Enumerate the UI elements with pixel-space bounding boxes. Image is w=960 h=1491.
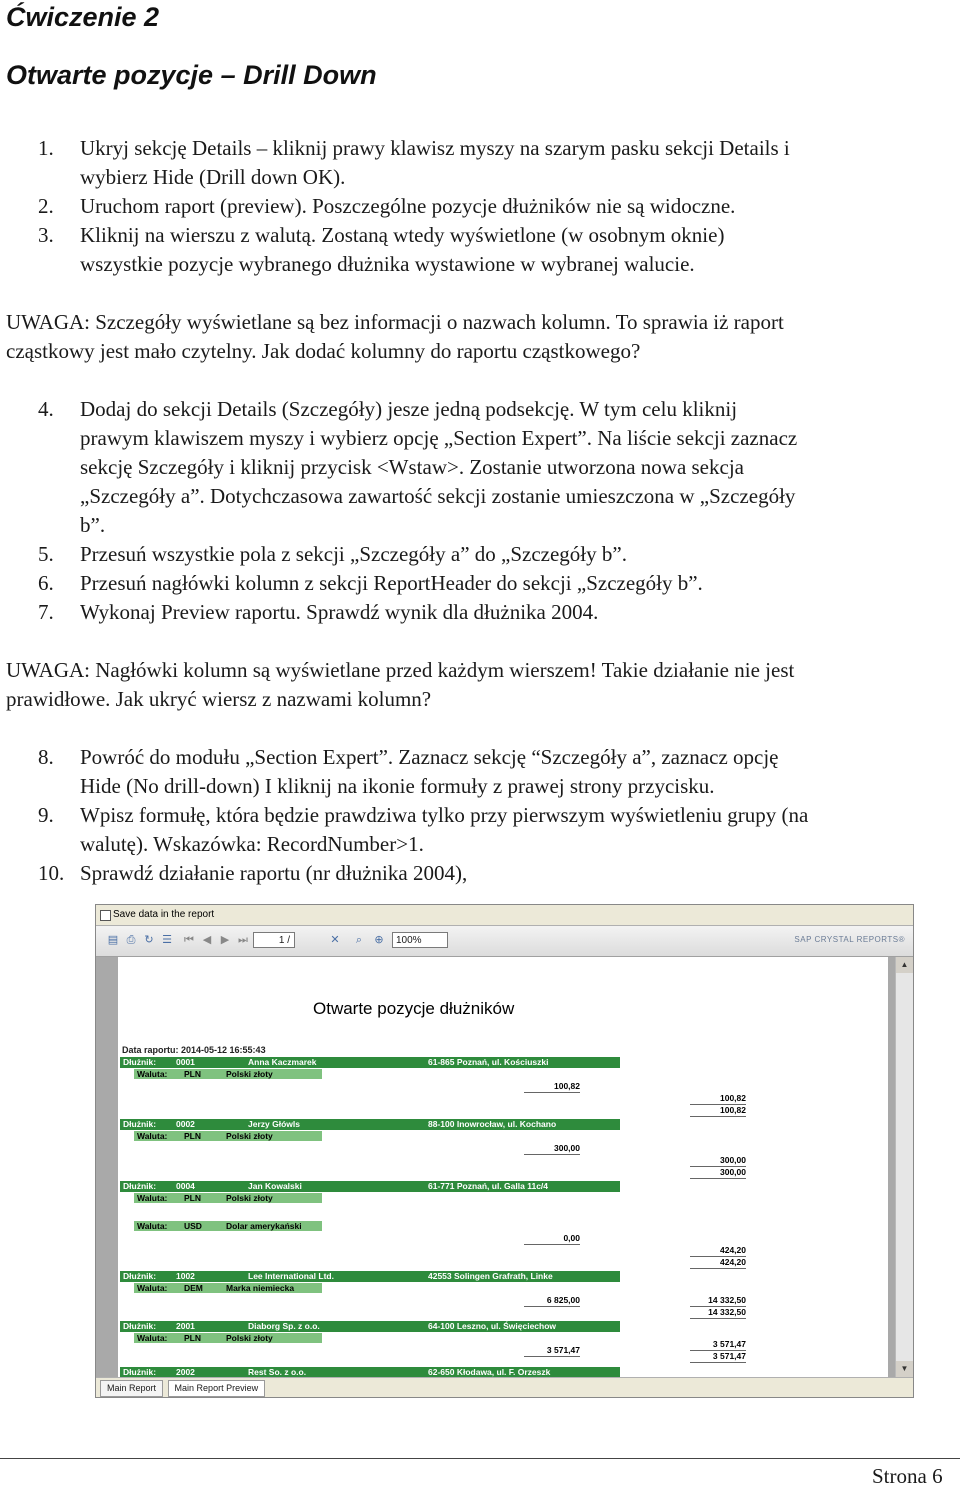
- first-page-icon[interactable]: ⏮: [184, 934, 194, 946]
- step-text: Wykonaj Preview raportu. Sprawdź wynik dla dłużnika 2004.: [80, 600, 599, 624]
- step-number: 1.: [38, 136, 54, 160]
- debtor-name: Rest So. z o.o.: [248, 1367, 307, 1377]
- currency-name: Polski złoty: [226, 1193, 273, 1203]
- step-number: 3.: [38, 223, 54, 247]
- page-number-value: 1: [278, 935, 285, 946]
- note-line: prawidłowe. Jak ukryć wiersz z nazwami kolumn?: [6, 687, 432, 711]
- currency-total: 100,82: [690, 1093, 746, 1105]
- debtor-total: 100,82: [690, 1105, 746, 1117]
- page-number-input[interactable]: [253, 932, 295, 948]
- search-icon[interactable]: ⌕: [355, 934, 363, 946]
- currency-band[interactable]: [134, 1069, 322, 1079]
- debtor-label: Dłużnik:: [123, 1321, 157, 1331]
- currency-label: Waluta:: [137, 1221, 168, 1231]
- preview-toolbar: [96, 926, 913, 957]
- debtor-total: 14 332,50: [690, 1307, 746, 1319]
- step-number: 10.: [38, 861, 65, 885]
- debtor-band[interactable]: [120, 1181, 620, 1192]
- stop-icon[interactable]: ✕: [330, 934, 340, 946]
- currency-total: 3 571,47: [690, 1339, 746, 1351]
- debtor-name: Lee International Ltd.: [248, 1271, 334, 1281]
- step-number: 6.: [38, 571, 54, 595]
- debtor-band[interactable]: [120, 1367, 620, 1377]
- tab-main-report[interactable]: Main Report: [100, 1380, 163, 1397]
- currency-code: USD: [184, 1221, 202, 1231]
- debtor-number: 2002: [176, 1367, 195, 1377]
- footer-rule: [0, 1458, 960, 1459]
- step-number: 8.: [38, 745, 54, 769]
- note-line: UWAGA: Szczegóły wyświetlane są bez informacji o nazwach kolumn. To sprawia iż raport: [6, 310, 784, 334]
- step-number: 4.: [38, 397, 54, 421]
- currency-label: Waluta:: [137, 1131, 168, 1141]
- debtor-label: Dłużnik:: [123, 1271, 157, 1281]
- exercise-heading: Ćwiczenie 2: [6, 2, 160, 32]
- currency-name: Dolar amerykański: [226, 1221, 302, 1231]
- next-page-icon[interactable]: ▶: [220, 934, 230, 946]
- step-text: „Szczegóły a”. Dotychczasowa zawartość sekcji zostanie umieszczona w „Szczegóły: [80, 484, 796, 508]
- step-text: Przesuń nagłówki kolumn z sekcji ReportHeader do sekcji „Szczegóły b”.: [80, 571, 703, 595]
- debtor-band[interactable]: [120, 1057, 620, 1068]
- currency-code: DEM: [184, 1283, 203, 1293]
- amount: 100,82: [524, 1081, 580, 1093]
- currency-code: PLN: [184, 1193, 201, 1203]
- save-data-bar: [96, 905, 913, 926]
- zoom-icon[interactable]: ⊕: [374, 934, 384, 946]
- currency-code: PLN: [184, 1069, 201, 1079]
- amount: 0,00: [524, 1233, 580, 1245]
- step-text: Sprawdź działanie raportu (nr dłużnika 2004),: [80, 861, 468, 885]
- debtor-number: 2001: [176, 1321, 195, 1331]
- currency-band[interactable]: [134, 1283, 322, 1293]
- currency-band[interactable]: [134, 1333, 322, 1343]
- step-number: 9.: [38, 803, 54, 827]
- report-title: Otwarte pozycje dłużników: [313, 999, 515, 1018]
- currency-label: Waluta:: [137, 1283, 168, 1293]
- debtor-label: Dłużnik:: [123, 1367, 157, 1377]
- vertical-scrollbar[interactable]: [895, 957, 913, 1377]
- debtor-number: 1002: [176, 1271, 195, 1281]
- debtor-band[interactable]: [120, 1321, 620, 1332]
- debtor-band[interactable]: [120, 1119, 620, 1130]
- section-heading: Otwarte pozycje – Drill Down: [6, 60, 377, 90]
- currency-band[interactable]: [134, 1221, 322, 1231]
- step-text: Przesuń wszystkie pola z sekcji „Szczegóły a” do „Szczegóły b”.: [80, 542, 627, 566]
- currency-code: PLN: [184, 1333, 201, 1343]
- report-preview-screenshot: [95, 904, 914, 1398]
- debtor-total: 3 571,47: [690, 1351, 746, 1363]
- debtor-address: 62-650 Kłodawa, ul. F. Orzeszk: [428, 1367, 551, 1377]
- currency-name: Marka niemiecka: [226, 1283, 295, 1293]
- report-date: Data raportu: 2014-05-12 16:55:43: [122, 1045, 266, 1055]
- last-page-icon[interactable]: ⏭: [238, 934, 248, 946]
- debtor-address: 88-100 Inowrocław, ul. Kochano: [428, 1119, 557, 1129]
- currency-name: Polski złoty: [226, 1131, 273, 1141]
- debtor-address: 64-100 Leszno, ul. Święciechow: [428, 1321, 557, 1331]
- debtor-number: 0001: [176, 1057, 195, 1067]
- step-text: b”.: [80, 513, 106, 537]
- amount: 300,00: [524, 1143, 580, 1155]
- amount: 3 571,47: [524, 1345, 580, 1357]
- tree-icon[interactable]: ☰: [162, 934, 172, 946]
- step-text: wszystkie pozycje wybranego dłużnika wystawione w wybranej walucie.: [80, 252, 695, 276]
- debtor-label: Dłużnik:: [123, 1119, 157, 1129]
- currency-code: PLN: [184, 1131, 201, 1141]
- scroll-down-icon[interactable]: ▼: [896, 1361, 913, 1377]
- currency-name: Polski złoty: [226, 1069, 273, 1079]
- step-text: Powróć do modułu „Section Expert”. Zaznacz sekcję “Szczegóły a”, zaznacz opcję: [80, 745, 779, 769]
- debtor-address: 42553 Solingen Grafrath, Linke: [428, 1271, 553, 1281]
- debtor-label: Dłużnik:: [123, 1057, 157, 1067]
- currency-band[interactable]: [134, 1131, 322, 1141]
- step-text: walutę). Wskazówka: RecordNumber>1.: [80, 832, 424, 856]
- debtor-label: Dłużnik:: [123, 1181, 157, 1191]
- amount: 6 825,00: [524, 1295, 580, 1307]
- debtor-total: 424,20: [690, 1257, 746, 1269]
- save-data-checkbox[interactable]: [100, 910, 111, 921]
- debtor-number: 0004: [176, 1181, 195, 1191]
- prev-page-icon[interactable]: ◀: [202, 934, 212, 946]
- debtor-number: 0002: [176, 1119, 195, 1129]
- currency-name: Polski złoty: [226, 1333, 273, 1343]
- print-icon[interactable]: ⎙: [126, 934, 136, 946]
- debtor-total: 300,00: [690, 1167, 746, 1179]
- step-text: prawym klawiszem myszy i wybierz opcję „Section Expert”. Na liście sekcji zaznacz: [80, 426, 798, 450]
- step-number: 7.: [38, 600, 54, 624]
- currency-total: 424,20: [690, 1245, 746, 1257]
- step-number: 2.: [38, 194, 54, 218]
- currency-band[interactable]: [134, 1193, 322, 1203]
- debtor-address: 61-865 Poznań, ul. Kościuszki: [428, 1057, 549, 1067]
- report-page: [118, 957, 888, 1377]
- debtor-name: Jan Kowalski: [248, 1181, 302, 1191]
- debtor-name: Jerzy Główls: [248, 1119, 300, 1129]
- note-line: UWAGA: Nagłówki kolumn są wyświetlane przed każdym wierszem! Takie działanie nie jest: [6, 658, 795, 682]
- currency-total: 300,00: [690, 1155, 746, 1167]
- crystal-brand: SAP CRYSTAL REPORTS®: [794, 935, 905, 944]
- step-text: Hide (No drill-down) I kliknij na ikonie formuły z prawej strony przycisku.: [80, 774, 715, 798]
- tab-main-report-preview[interactable]: Main Report Preview: [168, 1380, 266, 1397]
- step-text: Wpisz formułę, która będzie prawdziwa tylko przy pierwszym wyświetleniu grupy (na: [80, 803, 809, 827]
- step-text: wybierz Hide (Drill down OK).: [80, 165, 346, 189]
- step-text: Ukryj sekcję Details – kliknij prawy klawisz myszy na szarym pasku sekcji Details i: [80, 136, 790, 160]
- note-line: cząstkowy jest mało czytelny. Jak dodać kolumny do raportu cząstkowego?: [6, 339, 641, 363]
- currency-label: Waluta:: [137, 1193, 168, 1203]
- step-text: sekcję Szczegóły i kliknij przycisk <Wstaw>. Zostanie utworzona nowa sekcja: [80, 455, 744, 479]
- step-number: 5.: [38, 542, 54, 566]
- step-text: Uruchom raport (preview). Poszczególne pozycje dłużników nie są widoczne.: [80, 194, 736, 218]
- currency-label: Waluta:: [137, 1333, 168, 1343]
- save-data-label: Save data in the report: [113, 909, 215, 920]
- currency-label: Waluta:: [137, 1069, 168, 1079]
- zoom-select[interactable]: 100%: [392, 932, 448, 948]
- debtor-name: Diaborg Sp. z o.o.: [248, 1321, 320, 1331]
- report-canvas: [96, 957, 913, 1377]
- step-text: Kliknij na wierszu z walutą. Zostaną wtedy wyświetlone (w osobnym oknie): [80, 223, 725, 247]
- debtor-band[interactable]: [120, 1271, 620, 1282]
- scroll-up-icon[interactable]: ▲: [896, 957, 913, 973]
- page-number: Strona 6: [872, 1464, 943, 1488]
- debtor-name: Anna Kaczmarek: [248, 1057, 317, 1067]
- page-number-suffix: /: [287, 935, 290, 946]
- debtor-address: 61-771 Poznań, ul. Galla 11c/4: [428, 1181, 549, 1191]
- export-icon[interactable]: ▤: [107, 934, 119, 946]
- currency-total: 14 332,50: [690, 1295, 746, 1307]
- tab-bar: [96, 1377, 913, 1398]
- step-text: Dodaj do sekcji Details (Szczegóły) jesze jedną podsekcję. W tym celu kliknij: [80, 397, 738, 421]
- refresh-icon[interactable]: ↻: [144, 934, 154, 946]
